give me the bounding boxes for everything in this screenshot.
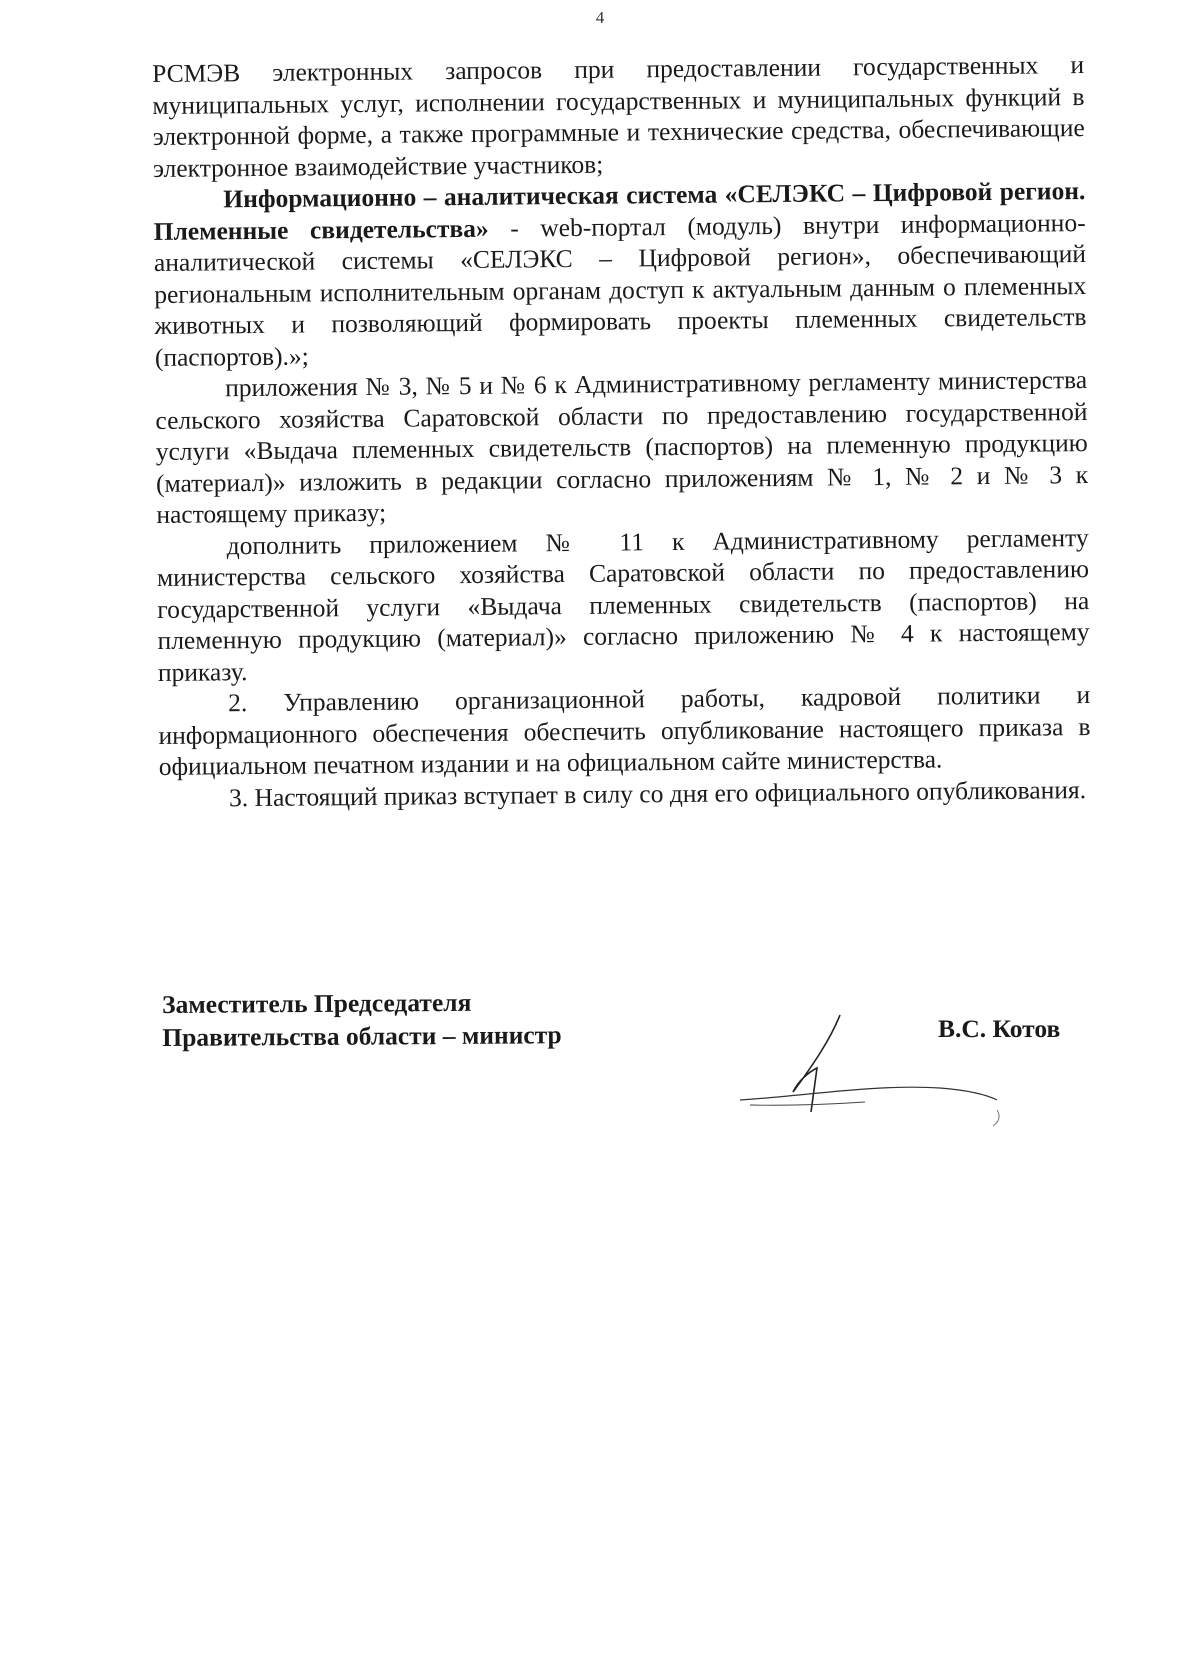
paragraph-appendix-add: дополнить приложением № 11 к Административному регламенту министерства сельского хозяйства Саратовской области по предоставлению государственной услуги «Выдача племенных свидетельств (паспортов) на племенную продукцию (материал)» согласно приложению № 4 к настоящему приказу. <box>156 522 1090 687</box>
paragraph-selex-definition <box>153 175 1087 373</box>
signatory-position-line1: Заместитель Председателя <box>162 987 472 1019</box>
paragraph-rsmev: РСМЭВ электронных запросов при предоставлении государственных и муниципальных услуг, исполнении государственных и муниципальных функций в электронной форме, а также программные и технические средства, обеспечивающие электронное взаимодействие участников; <box>152 50 1085 183</box>
document-body <box>152 49 1091 814</box>
definition-selex: - web-портал (модуль) внутри информационно-аналитической системы «СЕЛЭКС – Цифровой регион», обеспечивающий региональным исполнительным органам доступ к актуальным данным о племенных животных и позволяющий формировать проекты племенных свидетельств (паспортов).»; <box>153 207 1087 372</box>
term-selex: Информационно – аналитическая система «СЕЛЭКС – Цифровой регион. Племенные свидетельства» <box>153 176 1086 246</box>
paragraph-clause-2: 2. Управлению организационной работы, кадровой политики и информационного обеспечения обеспечить опубликование настоящего приказа в официальном печатном издании и на официальном сайте министерства. <box>158 680 1091 781</box>
signatory-position <box>162 985 562 1054</box>
paragraph-clause-3: 3. Настоящий приказ вступает в силу со дня его официального опубликования. <box>228 774 1087 812</box>
signatory-position-line2: Правительства области – министр <box>162 1020 562 1052</box>
signatory-name: В.С. Котов <box>938 1014 1061 1043</box>
paragraph-appendices-amend: приложения № 3, № 5 и № 6 к Административному регламенту министерства сельского хозяйства Саратовской области по предоставлению государственной услуги «Выдача племенных свидетельств (паспортов) на племенную продукцию (материал)» изложить в редакции согласно приложениям № 1, № 2 и № 3 к настоящему приказу; <box>155 365 1089 529</box>
page-number: 4 <box>595 8 605 27</box>
